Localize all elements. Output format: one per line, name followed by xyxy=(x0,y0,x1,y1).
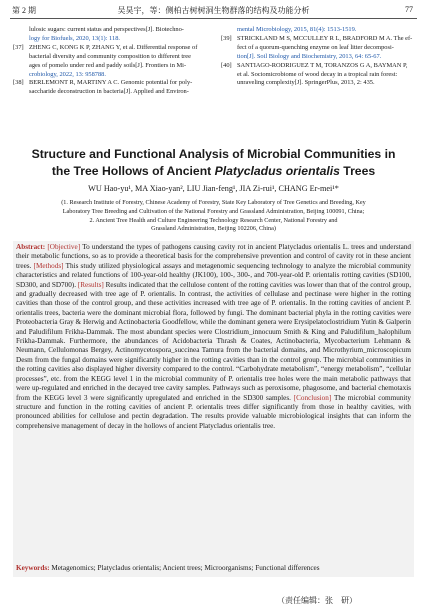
reference-39 xyxy=(221,35,416,62)
title-species: Platycladus orientalis xyxy=(214,164,340,178)
abstract xyxy=(16,243,411,431)
affiliation-line: (1. Research Institute of Forestry, Chinese Academy of Forestry, State Key Laboratory of Tree Genetics and Breeding, Key xyxy=(61,199,366,206)
ref-line: BERLEMONT R, MARTINY A C. Genomic potential for poly- xyxy=(29,79,193,87)
affiliation-line: Grassland Administration, Beijing 102206, China) xyxy=(151,225,276,233)
header-rule xyxy=(10,18,417,19)
ref-line: logy for Biofuels, 2020, 13(1): 118. xyxy=(29,34,120,42)
running-title: 吴昊宇，等：侧柏古树树洞生物群落的结构及功能分析 xyxy=(117,6,310,15)
keywords-text: Metagenomics; Platycladus orientalis; Ancient trees; Microorganisms; Functional differences xyxy=(51,564,320,572)
ref-number: [38] xyxy=(13,79,24,87)
ref-line: unraveling complexity[J]. SpringerPlus, 2013, 2: 435. xyxy=(237,79,375,87)
affiliation-line: 2. Ancient Tree Health and Culture Engineering Technology Research Center, National Forestry and xyxy=(89,216,338,224)
conclusion-text: The microbial community structure and function in the rotting cavities of ancient P. orientalis trees differ significantly from those in healthy cavities, with pronounced abilities for cellulose and pectin degradation. The results provide valuable microbiological insights that can inform the comprehensive management of decay in the hollows of ancient Platycladus orientalis tree. xyxy=(16,393,411,430)
ref-line: bacterial diversity and community composition to different tree xyxy=(29,52,191,60)
ref-line: saccharide deconstruction in bacteria[J]. Applied and Environ- xyxy=(29,88,189,96)
results-tag: [Results] xyxy=(77,280,104,289)
affiliation-line: Laboratory Tree Breeding and Cultivation of the National Forestry and Grassland Administration, Beijing 100091, China; xyxy=(62,207,365,215)
page-number: 77 xyxy=(405,5,413,14)
objective-text: To understand the types of pathogens causing cavity rot in ancient Platycladus orientalis L. trees and understand their metabolic functions, so as to provide a theoretical basis for the comprehensive prevention and control of cavity rot in these ancient trees. xyxy=(16,243,412,270)
title-line xyxy=(10,163,417,180)
reference-37 xyxy=(13,44,213,80)
keywords-label: Keywords: xyxy=(16,564,50,572)
keywords xyxy=(16,564,411,573)
methods-text: This study utilized physiological assays and metagenomic sequencing technology to analyze the microbial community characteristics and related functions of 100-year-old healthy (JK100), 100-, 300-, and 700-year-old P. orientalis rotting cavities (SD100, SD300, and SD700). xyxy=(16,261,412,289)
ref-line: lulosic sugars: current status and perspectives[J]. Biotechno- xyxy=(29,26,184,33)
ref-number: [37] xyxy=(13,43,24,51)
reference-40 xyxy=(221,62,416,89)
ref-line: crobiology, 2022, 13: 958788. xyxy=(29,70,106,78)
affiliations xyxy=(20,199,407,234)
article-title xyxy=(10,146,417,180)
reference-36-cont xyxy=(13,26,213,44)
results-text: Results indicated that the cellulose content of the rotting cavities was lower than that of the control group, and gradually decreased with tree age of P. orientalis. In contrast, the activities of cellulase and pectinase were higher in the rotting cavities than those of the control group, and these activities increased with tree age of P. orientalis. In the rotting cavities of ancient P. orientalis trees, bacteria were the dominant microbial flora, followed by fungi. The dominant bacterial phyla in the rotting cavities were Proteobacteria Gray & Herwig and Actinobacteria Goodfellow, while the dominant genera were Erysipelatoclostridium Yutin & Galperin and Paludifilum Frikha-Dammak. The most abundant species were Clostridium_innocuum Smith & King and Paludifilum_halophilum Frikha-Dammak. Furthermore, the abundances of Acidobacteria Thrash & Coates, Actinobacteria, Mycobacterium Lehmann & Neumann, Cellulomonas Bergey, Actinomycetospora_succinea Tamura from the bacterial domains, and Microthyrium_microscopicum Desm from the fungal domains were significantly higher in the rotting cavities than in the control group. The microbial communities in the rotting cavities also displayed higher diversity compared to the control. “Carbohydrate metabolism”, “energy metabolism”, “cellular processes”, etc. from the KEGG level 1 in the microbial community of P. orientalis tree holes were the main metabolic pathways that were up-regulated and enriched in the decayed tree cavity samples. Pathways such as peroxisome, phagosome, and bacterial chemotaxis from the KEGG level 3 were significantly upregulated and enriched in the SD300 samples. xyxy=(16,280,412,402)
reference-38 xyxy=(13,79,213,97)
title-text: the Tree Hollows of Ancient xyxy=(51,164,215,178)
ref-line: STRICKLAND M S, MCCULLEY R L, BRADFORD M A. The ef- xyxy=(237,34,413,42)
methods-tag: [Methods] xyxy=(33,261,64,270)
author-list: WU Hao-yu¹, MA Xiao-yan², LIU Jian-feng¹, JIA Zi-rui¹, CHANG Er-mei¹* xyxy=(88,184,339,193)
objective-tag: [Objective] xyxy=(47,243,81,251)
ref-line: ages of pomelo under red and paddy soils[J]. Frontiers in Mi- xyxy=(29,61,187,69)
title-line: Structure and Functional Analysis of Microbial Communities in xyxy=(31,147,396,161)
ref-line: et al. Sociomicrobiome of wood decay in a tropical rain forest: xyxy=(237,70,398,78)
references-left-column xyxy=(13,26,213,97)
ref-line: tion[J]. Soil Biology and Biochemistry, 2013, 64: 65-67. xyxy=(237,52,382,60)
ref-line: SANTIAGO-RODRIGUEZ T M, TORANZOS G A, BAYMAN P, xyxy=(237,61,408,69)
references-right-column xyxy=(221,26,416,88)
issue-number: 第 2 期 xyxy=(12,6,36,15)
ref-line: fect of a quorum-quenching enzyme on leaf litter decomposi- xyxy=(237,43,394,51)
ref-line: mental Microbiology, 2015, 81(4): 1513-1519. xyxy=(237,26,357,33)
ref-line: ZHENG C, KONG K P, ZHANG Y, et al. Differential response of xyxy=(29,43,198,51)
conclusion-tag: [Conclusion] xyxy=(293,393,332,402)
ref-number: [40] xyxy=(221,61,232,69)
title-text: Trees xyxy=(339,164,376,178)
ref-number: [39] xyxy=(221,34,232,42)
reference-38-cont xyxy=(221,26,416,35)
running-header xyxy=(0,0,427,20)
abstract-label: Abstract: xyxy=(16,243,46,251)
responsible-editor: （责任编辑：张 研） xyxy=(277,596,357,605)
